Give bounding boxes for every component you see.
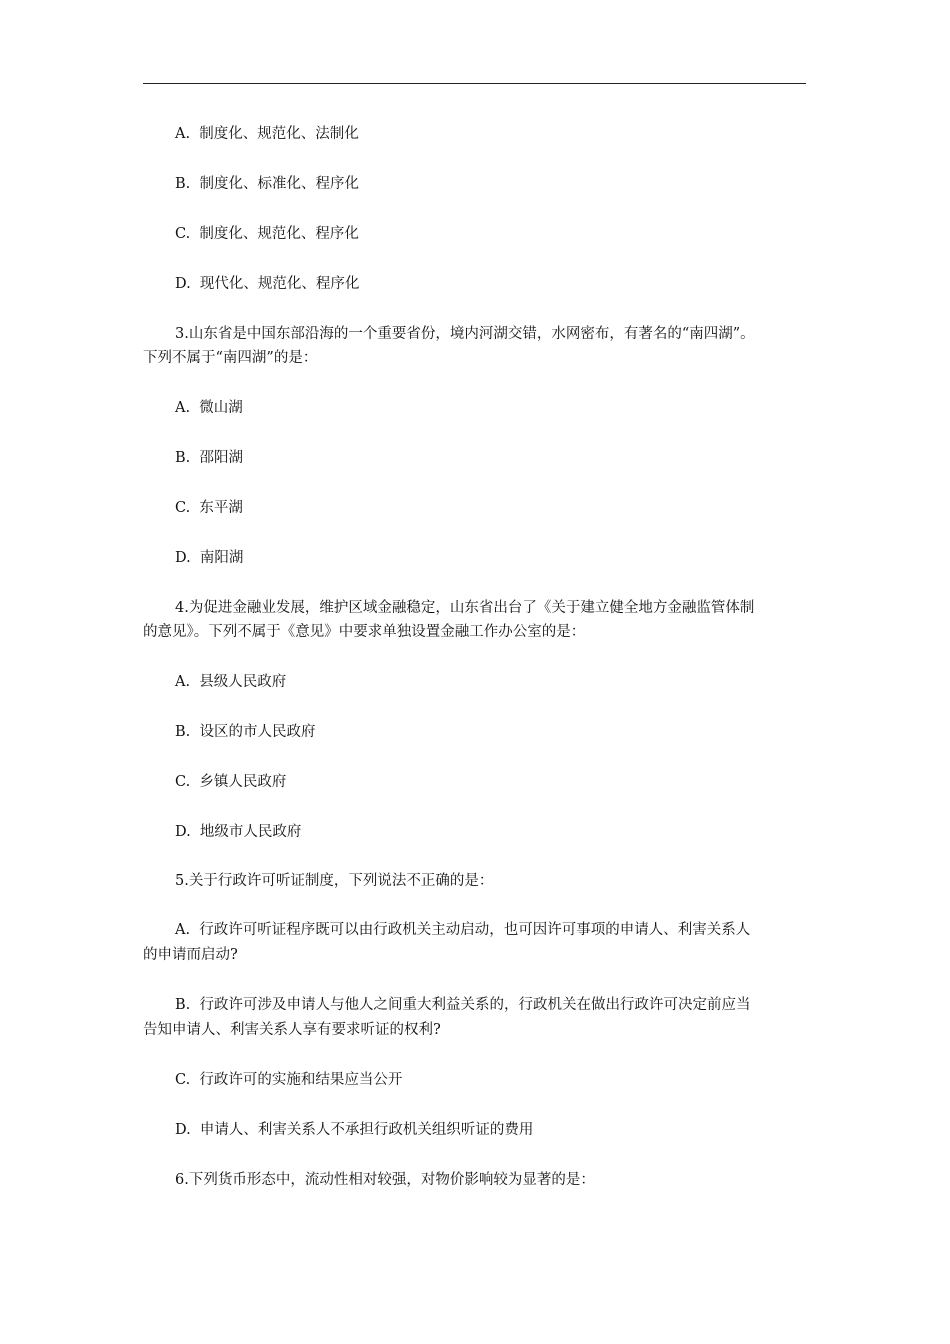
q5-stem: 5.关于行政许可听证制度，下列说法不正确的是： [175, 873, 494, 889]
q4-option-b: B. 设区的市人民政府 [175, 724, 316, 740]
q4-stem-line2: 的意见》。下列不属于《意见》中要求单独设置金融工作办公室的是： [143, 624, 586, 640]
q5-option-c: C. 行政许可的实施和结果应当公开 [175, 1072, 403, 1088]
q6-stem: 6.下列货币形态中，流动性相对较强，对物价影响较为显著的是： [175, 1172, 595, 1188]
q4-option-d: D. 地级市人民政府 [175, 824, 302, 840]
q5-option-a-line2: 的申请而启动? [143, 947, 238, 963]
q3-stem-line1: 3.山东省是中国东部沿海的一个重要省份，境内河湖交错，水网密布，有著名的“南四湖”。 [175, 326, 755, 342]
q3-option-d: D. 南阳湖 [175, 550, 244, 566]
q3-option-a: A. 微山湖 [175, 400, 243, 416]
header-rule [143, 83, 806, 84]
q5-option-a-line1: A. 行政许可听证程序既可以由行政机关主动启动，也可因许可事项的申请人、利害关系人 [175, 922, 751, 938]
q5-option-b-line1: B. 行政许可涉及申请人与他人之间重大利益关系的，行政机关在做出行政许可决定前应当 [175, 997, 751, 1013]
q3-option-b: B. 邵阳湖 [175, 450, 243, 466]
q2-option-c: C. 制度化、规范化、程序化 [175, 226, 359, 242]
q2-option-b: B. 制度化、标准化、程序化 [175, 176, 359, 192]
q5-option-d: D. 申请人、利害关系人不承担行政机关组织听证的费用 [175, 1122, 534, 1138]
q3-option-c: C. 东平湖 [175, 500, 243, 516]
q3-stem-line2: 下列不属于“南四湖”的是： [143, 350, 318, 366]
q2-option-d: D. 现代化、规范化、程序化 [175, 276, 360, 292]
q4-option-a: A. 县级人民政府 [175, 674, 287, 690]
q5-option-b-line2: 告知申请人、利害关系人享有要求听证的权利? [143, 1022, 441, 1038]
q4-stem-line1: 4.为促进金融业发展，维护区域金融稳定，山东省出台了《关于建立健全地方金融监管体制 [175, 600, 755, 616]
q4-option-c: C. 乡镇人民政府 [175, 774, 287, 790]
q2-option-a: A. 制度化、规范化、法制化 [175, 126, 359, 142]
